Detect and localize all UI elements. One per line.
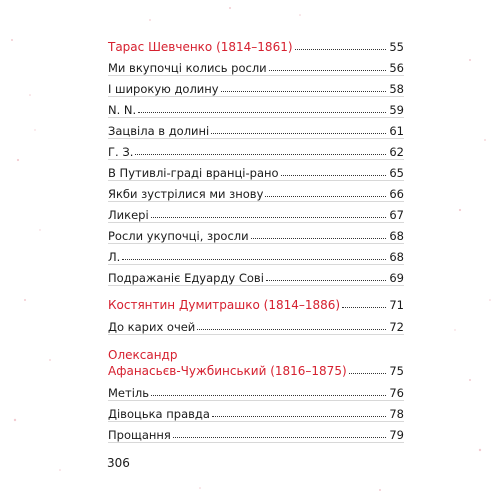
poem-title: Зацвіла в долині [108,124,210,138]
toc-poem-entry[interactable] [108,57,404,76]
toc-author-entry[interactable] [108,360,404,378]
toc-poem-entry[interactable] [108,183,404,202]
poem-title: Якби зустрілися ми знову [108,187,264,201]
poem-title: До карих очей [108,320,196,334]
author-name: Афанасьєв-Чужбинський (1816–1875) [108,364,347,378]
page-ref: 59 [389,103,404,117]
page-ref: 62 [389,145,404,159]
author-name: Тарас Шевченко (1814–1861) [108,40,293,54]
author-first-name: Олександр [108,348,178,362]
poem-title: І широкую долину [108,82,219,96]
toc-poem-entry[interactable] [108,78,404,97]
page-ref: 75 [389,364,404,378]
poem-title: Подражаніє Едуарду Сові [108,271,264,285]
dot-leader [265,196,386,197]
page-ref: 68 [389,250,404,264]
page-ref: 71 [389,298,404,312]
dot-leader [151,217,387,218]
dot-leader [122,259,386,260]
poem-title: Дівоцька правда [108,407,210,421]
toc-poem-entry[interactable] [108,141,404,160]
toc-poem-entry[interactable] [108,162,404,181]
poem-title: Ликері [108,208,149,222]
toc-poem-entry[interactable] [108,424,404,443]
author-name: Костянтин Думитрашко (1814–1886) [108,298,341,312]
poem-title: Г. З. [108,145,134,159]
toc-poem-entry[interactable] [108,403,404,422]
dot-leader [221,91,387,92]
poem-title: Л. [108,250,121,264]
poem-title: Прощання [108,428,171,442]
dot-leader [342,307,386,308]
dot-leader [138,112,386,113]
dot-leader [212,416,386,417]
toc-poem-entry[interactable] [108,267,404,286]
dot-leader [151,395,386,396]
page-ref: 65 [389,166,404,180]
page-number: 306 [107,456,130,470]
page-ref: 72 [389,320,404,334]
dot-leader [349,373,387,374]
toc-poem-entry[interactable] [108,382,404,401]
dot-leader [211,133,386,134]
dot-leader [295,49,387,50]
toc-poem-entry[interactable] [108,120,404,139]
toc-poem-entry[interactable] [108,246,404,265]
page-ref: 66 [389,187,404,201]
toc-poem-entry[interactable] [108,316,404,335]
poem-title: Росли укупочці, зросли [108,229,249,243]
page-ref: 55 [389,40,404,54]
page-ref: 56 [389,61,404,75]
poem-title: Ми вкупочці колись росли [108,61,267,75]
dot-leader [135,154,386,155]
page-ref: 58 [389,82,404,96]
dot-leader [281,175,387,176]
dot-leader [266,280,386,281]
page-ref: 61 [389,124,404,138]
dot-leader [251,238,387,239]
poem-title: В Путивлі-граді вранці-рано [108,166,279,180]
poem-title: N. N. [108,103,137,117]
dot-leader [197,329,386,330]
page-ref: 79 [389,428,404,442]
dot-leader [173,437,387,438]
page-ref: 76 [389,386,404,400]
dot-leader [269,70,387,71]
toc-poem-entry[interactable] [108,225,404,244]
toc-poem-entry[interactable] [108,204,404,223]
toc-poem-entry[interactable] [108,99,404,118]
page-ref: 67 [389,208,404,222]
page-ref: 69 [389,271,404,285]
toc-author-entry[interactable] [108,36,404,54]
poem-title: Метіль [108,386,150,400]
toc-author-entry[interactable] [108,294,404,312]
page-ref: 78 [389,407,404,421]
page-ref: 68 [389,229,404,243]
